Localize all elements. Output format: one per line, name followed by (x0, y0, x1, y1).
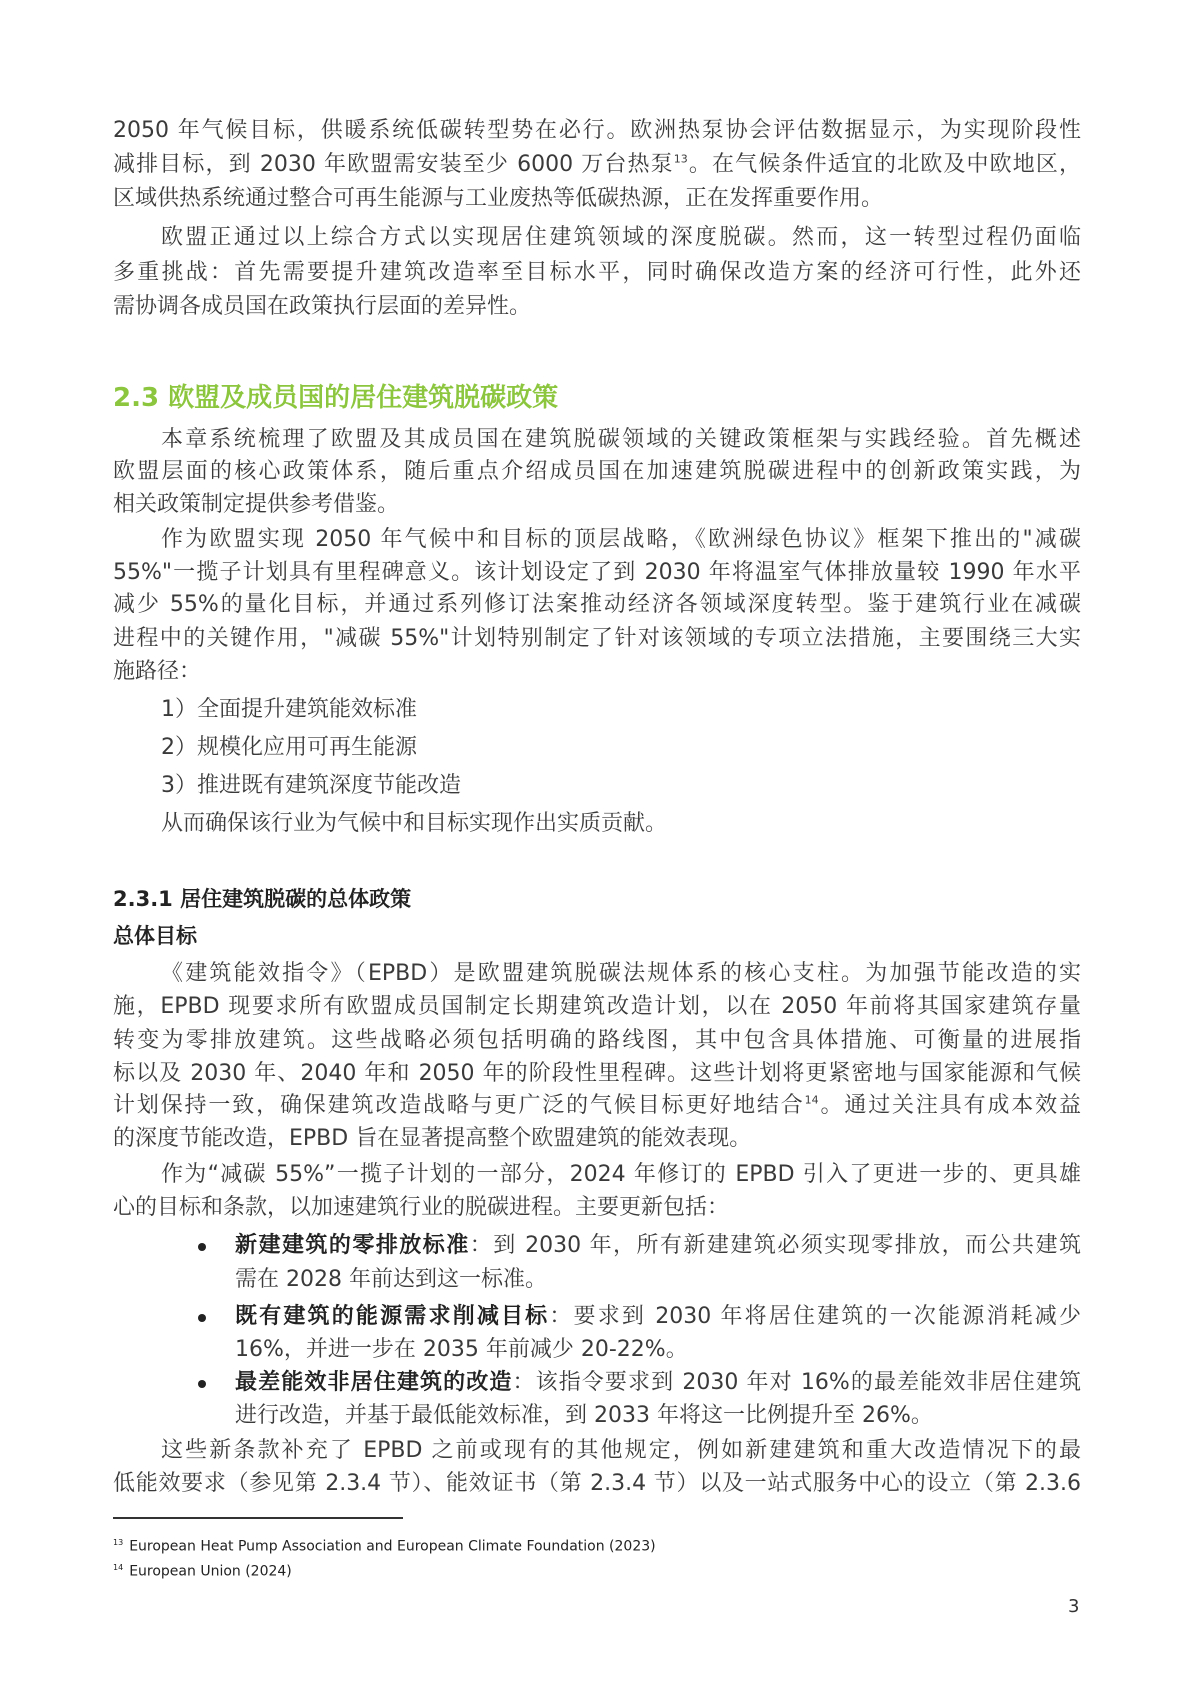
text-line (113, 1089, 1081, 1123)
text-segment: 减排目标，到 2030 年欧盟需安装至少 6000 万台热泵 (113, 152, 674, 177)
bullet-title: 新建建筑的零排放标准 (235, 1233, 470, 1258)
line-text (113, 152, 1081, 177)
bullet-item (235, 1366, 1081, 1400)
footnote-ref: 14 (804, 1093, 819, 1107)
text-line: 心的目标和条款，以加速建筑行业的脱碳进程。主要更新包括： (113, 1195, 730, 1220)
text-line: 本章系统梳理了欧盟及其成员国在建筑脱碳领域的关键政策框架与实践经验。首先概述 (161, 427, 1081, 452)
bullet-item (235, 1229, 1081, 1263)
text-line: 施路径： (113, 659, 202, 684)
footnote-number: 14 (113, 1563, 124, 1572)
footnote-divider (113, 1517, 403, 1519)
text-line: 多重挑战：首先需要提升建筑改造率至目标水平，同时确保改造方案的经济可行性，此外还 (113, 260, 1081, 285)
subsection-heading: 2.3.1 居住建筑脱碳的总体政策 (113, 887, 412, 911)
text-line: 欧盟层面的核心政策体系，随后重点介绍成员国在加速建筑脱碳进程中的创新政策实践，为 (113, 459, 1081, 484)
footnote-ref: 13 (673, 152, 688, 166)
text-line: 需协调各成员国在政策执行层面的差异性。 (113, 294, 532, 319)
text-line: 减少 55%的量化目标，并通过系列修订法案推动经济各领域深度转型。鉴于建筑行业在减碳 (113, 592, 1081, 617)
footnote-text: European Heat Pump Association and European Climate Foundation (2023) (129, 1538, 656, 1555)
bullet-continuation: 16%，并进一步在 2035 年前减少 20-22%。 (235, 1337, 688, 1362)
text-segment: 。通过关注具有成本效益 (818, 1093, 1081, 1118)
bullet-icon (198, 1380, 206, 1388)
section-heading: 2.3 欧盟及成员国的居住建筑脱碳政策 (113, 383, 559, 413)
bullet-text (235, 1370, 1081, 1395)
pathway-item: 3）推进既有建筑深度节能改造 (161, 773, 461, 798)
bullet-title: 最差能效非居住建筑的改造 (235, 1370, 513, 1395)
footnote-14 (113, 1558, 292, 1582)
text-line: 作为“减碳 55%”一揽子计划的一部分，2024 年修订的 EPBD 引入了更进一步的、更具雄 (161, 1162, 1081, 1187)
text-line (113, 148, 1081, 182)
text-line: 《建筑能效指令》（EPBD）是欧盟建筑脱碳法规体系的核心支柱。为加强节能改造的实 (161, 961, 1081, 986)
text-line: 这些新条款补充了 EPBD 之前或现有的其他规定，例如新建建筑和重大改造情况下的最 (161, 1438, 1081, 1463)
page-number: 3 (1068, 1596, 1080, 1617)
footnote-text: European Union (2024) (129, 1563, 292, 1580)
text-line: 作为欧盟实现 2050 年气候中和目标的顶层战略，《欧洲绿色协议》框架下推出的"减碳 (161, 527, 1081, 552)
pathway-item: 1）全面提升建筑能效标准 (161, 697, 417, 722)
bullet-continuation: 进行改造，并基于最低能效标准，到 2033 年将这一比例提升至 26%。 (235, 1403, 933, 1428)
text-line: 2050 年气候目标，供暖系统低碳转型势在必行。欧洲热泵协会评估数据显示，为实现阶段性 (113, 118, 1081, 143)
bullet-text (235, 1233, 1081, 1258)
text-line: 转变为零排放建筑。这些战略必须包括明确的路线图，其中包含具体措施、可衡量的进展指 (113, 1028, 1081, 1053)
footnote-number: 13 (113, 1538, 124, 1547)
bullet-item (235, 1300, 1081, 1334)
text-line: 区域供热系统通过整合可再生能源与工业废热等低碳热源，正在发挥重要作用。 (113, 186, 884, 211)
text-line: 相关政策制定提供参考借鉴。 (113, 492, 400, 517)
text-line: 低能效要求（参见第 2.3.4 节）、能效证书（第 2.3.4 节）以及一站式服务中心的设立（第 2.3.6 (113, 1471, 1081, 1496)
text-line: 标以及 2030 年、2040 年和 2050 年的阶段性里程碑。这些计划将更紧密地与国家能源和气候 (113, 1061, 1081, 1086)
sub-heading: 总体目标 (113, 924, 197, 948)
line-text (113, 1093, 1081, 1118)
bullet-title: 既有建筑的能源需求削减目标 (235, 1304, 550, 1329)
pathways-conclusion: 从而确保该行业为气候中和目标实现作出实质贡献。 (161, 811, 668, 836)
bullet-description: ：到 2030 年，所有新建建筑必须实现零排放，而公共建筑 (469, 1233, 1081, 1258)
bullet-text (235, 1304, 1081, 1329)
bullet-description: ：要求到 2030 年将居住建筑的一次能源消耗减少 (549, 1304, 1081, 1329)
text-segment: 。在气候条件适宜的北欧及中欧地区， (687, 152, 1081, 177)
text-line: 进程中的关键作用，"减碳 55%"计划特别制定了针对该领域的专项立法措施，主要围绕三大实 (113, 626, 1081, 651)
footnote-13 (113, 1533, 656, 1557)
text-line: 的深度节能改造，EPBD 旨在显著提高整个欧盟建筑的能效表现。 (113, 1126, 752, 1151)
text-segment: 计划保持一致，确保建筑改造战略与更广泛的气候目标更好地结合 (113, 1093, 805, 1118)
bullet-icon (198, 1314, 206, 1322)
bullet-continuation: 需在 2028 年前达到这一标准。 (235, 1267, 547, 1292)
text-line: 施，EPBD 现要求所有欧盟成员国制定长期建筑改造计划，以在 2050 年前将其国家建筑存量 (113, 994, 1081, 1019)
text-line: 欧盟正通过以上综合方式以实现居住建筑领域的深度脱碳。然而，这一转型过程仍面临 (161, 225, 1081, 250)
pathway-item: 2）规模化应用可再生能源 (161, 735, 417, 760)
text-line: 55%"一揽子计划具有里程碑意义。该计划设定了到 2030 年将温室气体排放量较 1990 年水平 (113, 560, 1081, 585)
bullet-icon (198, 1243, 206, 1251)
bullet-description: ：该指令要求到 2030 年对 16%的最差能效非居住建筑 (512, 1370, 1081, 1395)
